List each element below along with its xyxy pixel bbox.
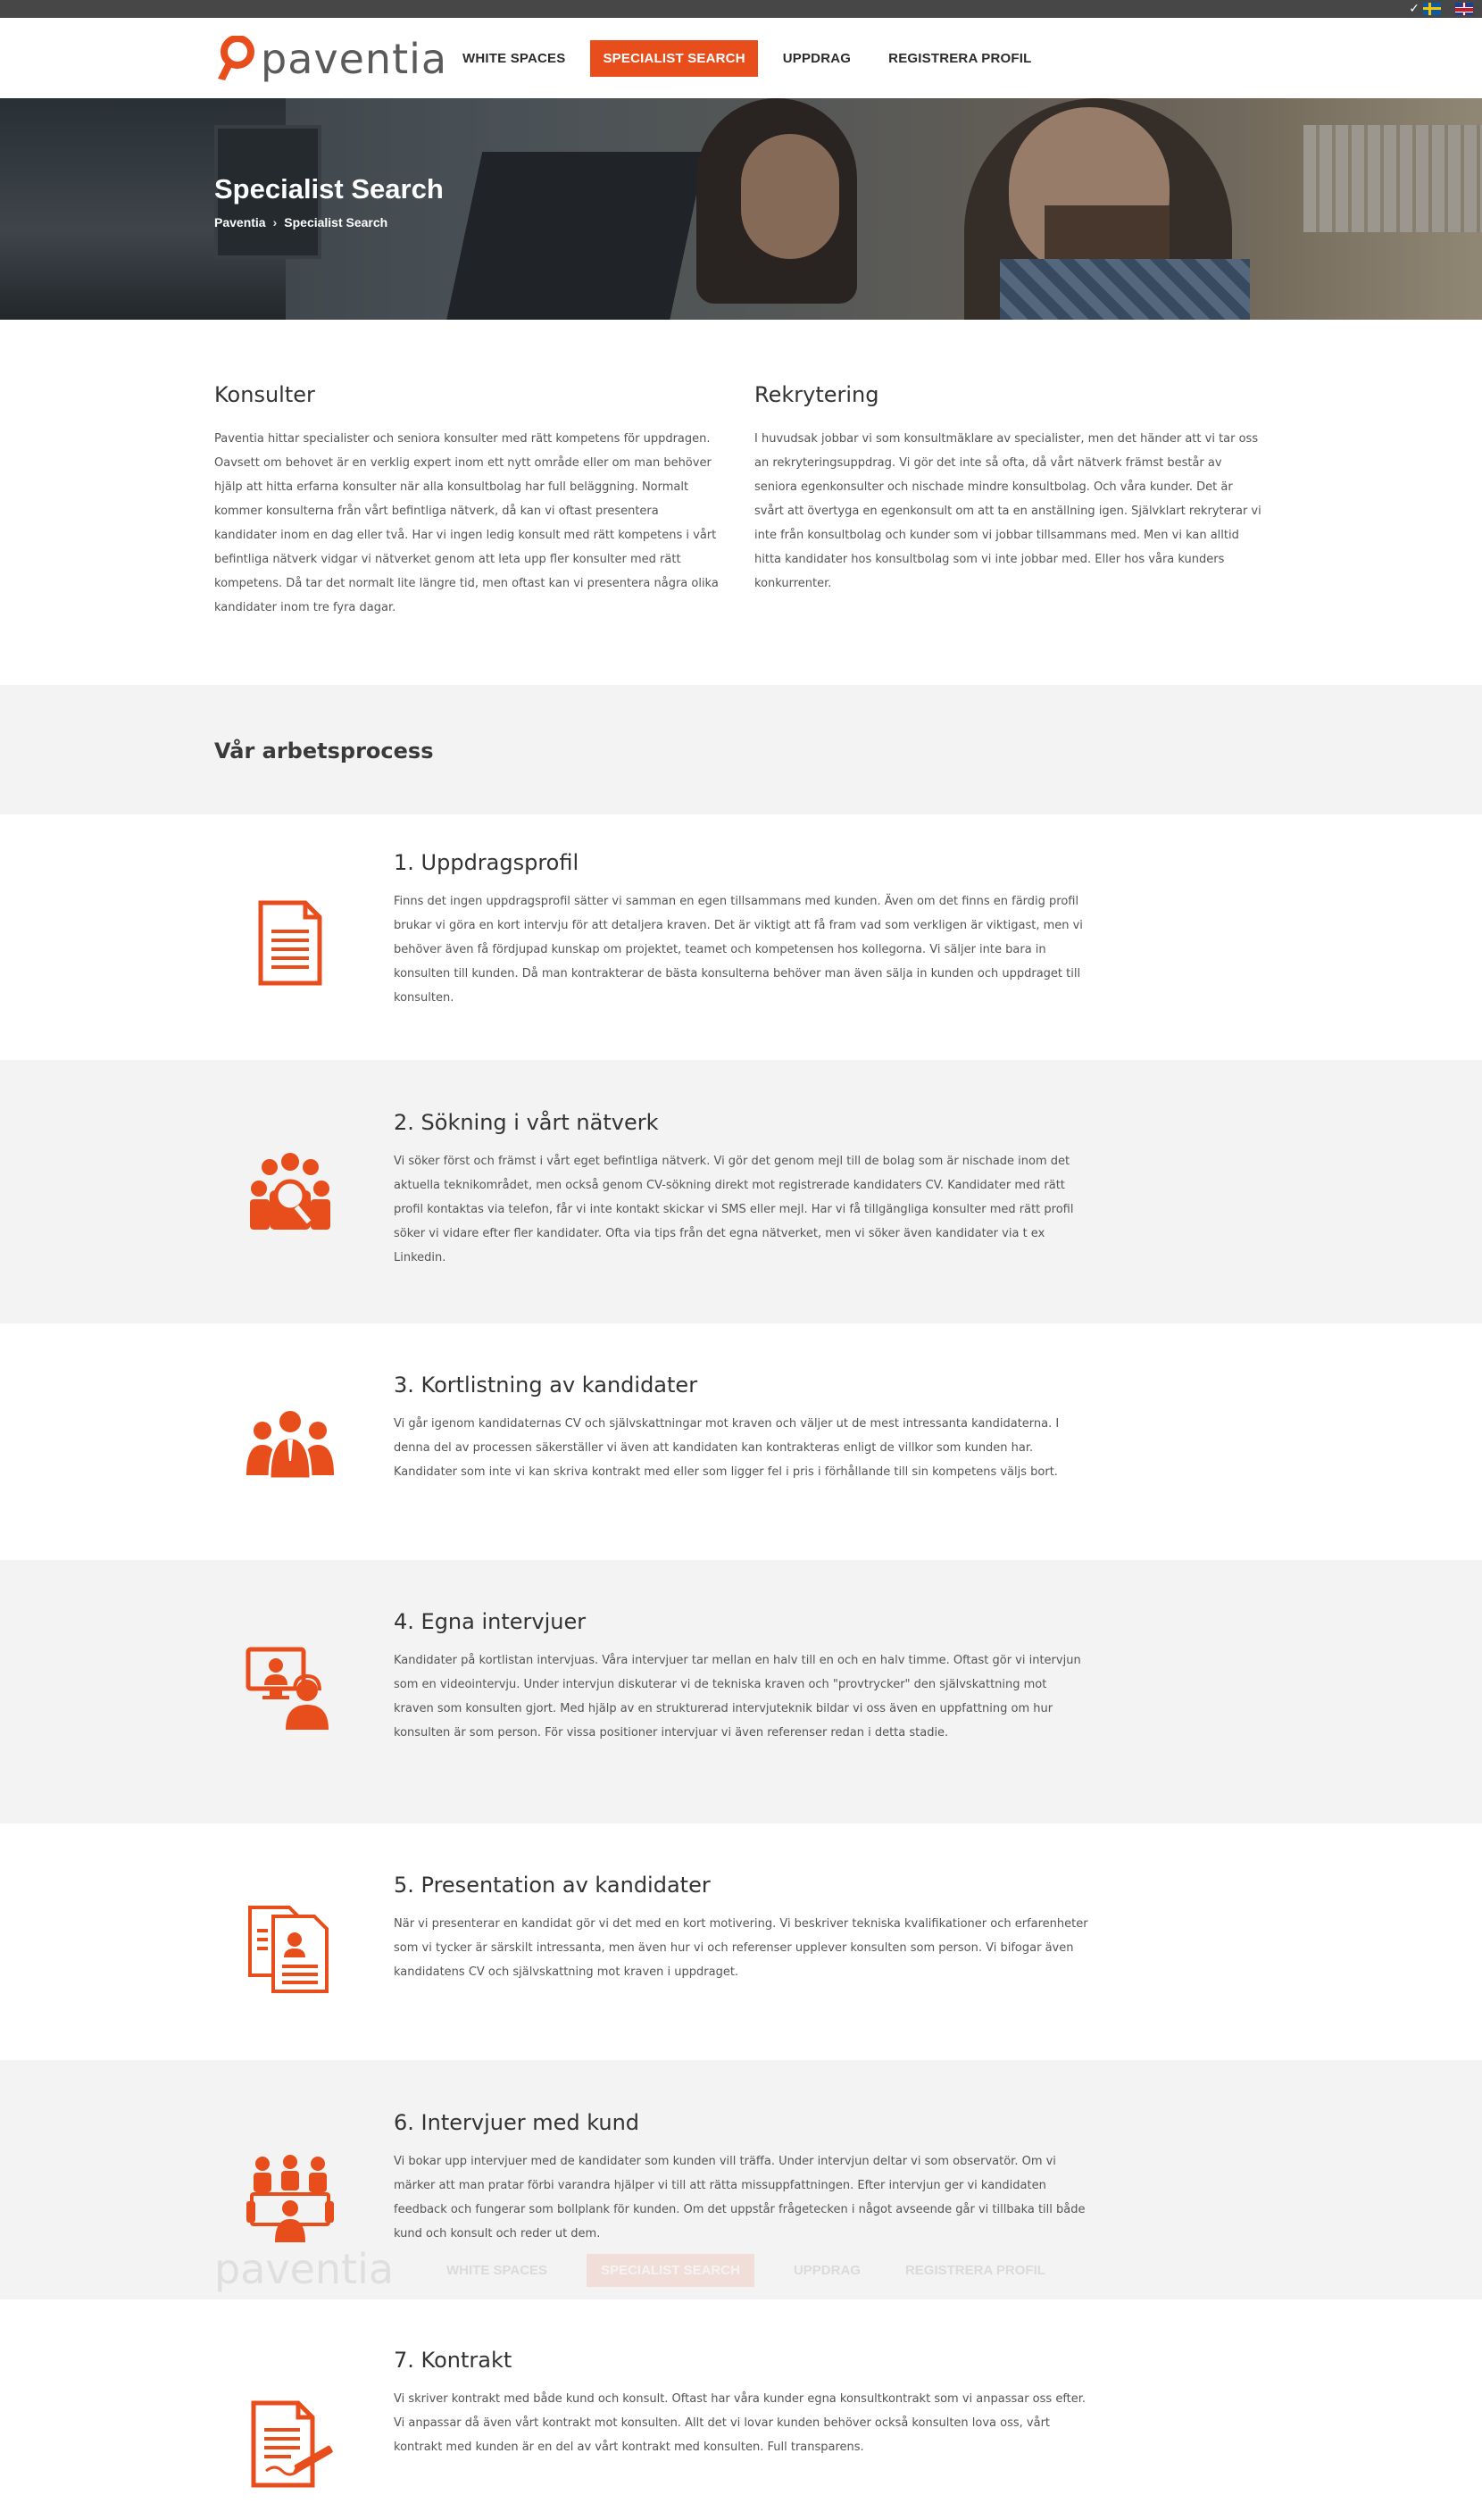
rekrytering-title: Rekrytering [754, 382, 879, 407]
rekrytering-text: I huvudsak jobbar vi som konsultmäklare av specialister, men det händer att vi tar oss an rekryteringsuppdrag. Vi gör det inte så ofta, då vårt nätverk främst består av seniora egenkonsulter och nischade mindre konsultbolag. Och våra kunder. Det är svårt att övertyga en egenkonsult om att ta en anställning igen. Självklart rekryterar vi inte från konsultbolag och kunder som vi jobbar tillsammans med. Men vi kan alltid hitta kandidater hos konsultbolag som vi inte jobbar med. Eller hos våra kunders konkurrenter. [754, 432, 1261, 590]
top-bar [0, 0, 1482, 18]
step-content [394, 1609, 1090, 1745]
step-text: Vi går igenom kandidaternas CV och självskattningar mot kraven och väljer ut de mest intressanta kandidaterna. I denna del av processen säkerställer vi även att kandidaten kan kontrakteras enligt de villkor som kunden har. Kandidater som inte vi kan skriva kontrakt med eller som ligger fel i pris i förhållande till sin kompetens väljs bort. [394, 1417, 1060, 1479]
konsulter-title: Konsulter [214, 382, 315, 407]
breadcrumb-home[interactable]: Paventia [214, 215, 266, 229]
process-step [0, 1823, 1482, 2060]
step-content [394, 1373, 1090, 1484]
step-text: Kandidater på kortlistan intervjuas. Våra intervjuer tar mellan en halv till en och en halv timme. Oftast gör vi intervjun som en videointervju. Under intervjun diskuterar vi de tekniska kraven och "provtrycker" den självskattning mot kraven som konsulten gjort. Med hjälp av en strukturerad intervjuteknik bildar vi oss även en uppfattning om hur konsulten är som person. För vissa positioner intervjuar vi även referenser redan i detta stadie. [394, 1654, 1081, 1740]
step-text: Vi bokar upp intervjuer med de kandidater som kunden vill träffa. Under intervjun deltar vi som observatör. Om vi märker att man pratar förbi varandra hjälper vi till att rätta missuppfattningen. Efter intervjun ger vi kandidaten feedback och fungerar som bollplank för kunden. Om det uppstår frågetecken i något avseende går vi tillbaka till både kund och konsult och reder ut dem. [394, 2155, 1086, 2240]
meeting-icon [243, 2153, 337, 2248]
step-text: Finns det ingen uppdragsprofil sätter vi samman en egen tillsammans med kunden. Även om det finns en färdig profil brukar vi göra en kort intervju för att detaljera kraven. Det är viktigt att få fram vad som verkligen är viktigast, men vi behöver även få fördjupad kunskap om projektet, teamet och kompetensen hos kollegorna. Vi säljer inte bara in konsulten till kunden. Då man kontrakterar de bästa konsulterna behöver man även sälja in kunden och uppdraget till konsulten. [394, 895, 1083, 1005]
video-interview-icon [243, 1640, 337, 1735]
shortlist-people-icon [243, 1398, 337, 1493]
process-step [0, 2299, 1482, 2520]
hero-overlay [0, 98, 1482, 320]
process-heading: Vår arbetsprocess [214, 738, 434, 764]
step-title: 1. Uppdragsprofil [394, 850, 579, 875]
cv-documents-icon [243, 1898, 337, 1993]
logo[interactable] [214, 36, 447, 82]
english-flag-icon[interactable] [1455, 3, 1473, 15]
logo-text: paventia [261, 35, 448, 83]
step-content [394, 1110, 1090, 1270]
breadcrumb-current: Specialist Search [284, 215, 388, 229]
konsulter-text: Paventia hittar specialister och seniora konsulter med rätt kompetens för uppdragen. Oavsett om behovet är en verklig expert inom ett nytt område eller om man behöver hjälp att hitta erfarna konsulter när alla konsultbolag har full beläggning. Normalt kommer konsulterna från vårt befintliga nätverk, då kan vi oftast presentera kandidater inom en dag eller två. Har vi ingen ledig konsult med rätt kompetens i vårt befintliga nätverk vidgar vi nätverket genom att leta upp fler konsulter med rätt kompetens. Då tar det normalt lite längre tid, men oftast kan vi presentera några olika kandidater inom tre fyra dagar. [214, 432, 719, 614]
step-title: 6. Intervjuer med kund [394, 2110, 640, 2135]
nav-specialist-search[interactable]: SPECIALIST SEARCH [590, 40, 757, 77]
paventia-logo-icon [214, 36, 257, 82]
nav-white-spaces[interactable]: WHITE SPACES [462, 51, 566, 66]
swedish-flag-icon[interactable] [1423, 3, 1441, 15]
check-icon: ✓ [1409, 1, 1420, 15]
step-content [394, 850, 1090, 1010]
breadcrumb-separator: › [272, 215, 278, 229]
step-title: 5. Presentation av kandidater [394, 1873, 711, 1898]
step-title: 3. Kortlistning av kandidater [394, 1373, 698, 1398]
step-content [394, 1873, 1090, 1984]
page-title: Specialist Search [214, 173, 444, 204]
step-title: 2. Sökning i vårt nätverk [394, 1110, 659, 1135]
nav-registrera-profil[interactable]: REGISTRERA PROFIL [888, 51, 1032, 66]
hero-banner [0, 98, 1482, 320]
konsulter-column [214, 382, 723, 620]
step-content [394, 2110, 1090, 2246]
step-title: 4. Egna intervjuer [394, 1609, 587, 1634]
step-title: 7. Kontrakt [394, 2348, 512, 2373]
contract-sign-icon [243, 2396, 337, 2491]
step-text: Vi söker först och främst i vårt eget befintliga nätverk. Vi gör det genom mejl till de bolag som är nischade inom det aktuella teknikområdet, men också genom CV-sökning direkt mot registrerade kandidaters CV. Kandidater med rätt profil kontaktas via telefon, får vi inte kontakt skickar vi SMS eller mejl. Har vi få tillgängliga konsulter med rätt profil söker vi vidare efter fler kandidater. Ofta via tips från det egna nätverket, men vi söker även kandidater via t ex Linkedin. [394, 1155, 1074, 1264]
intro-section [0, 320, 1482, 685]
breadcrumb [214, 215, 387, 229]
nav-uppdrag[interactable]: UPPDRAG [782, 51, 852, 66]
main-nav [450, 40, 1057, 77]
process-heading-section [0, 685, 1482, 814]
network-search-icon [243, 1146, 337, 1240]
process-step [0, 1323, 1482, 1560]
step-content [394, 2348, 1090, 2459]
process-step [0, 1560, 1482, 1823]
process-step [0, 2060, 1482, 2299]
rekrytering-column [754, 382, 1263, 596]
step-text: När vi presenterar en kandidat gör vi det med en kort motivering. Vi beskriver tekniska kvalifikationer och erfarenheter som vi tycker är särskilt intressanta, men även hur vi och referenser upplever konsulten som person. Vi bifogar även kandidatens CV och självskattning mot kraven i uppdraget. [394, 1917, 1088, 1979]
process-step [0, 814, 1482, 1060]
step-text: Vi skriver kontrakt med både kund och konsult. Oftast har våra kunder egna konsultkontrakt som vi anpassar oss efter. Vi anpassar då även vårt kontrakt mot konsulten. Allt det vi lovar kunden behöver också konsulten lova oss, vårt kontrakt med kunden är en del av vårt kontrakt med konsulten. Full transparens. [394, 2392, 1087, 2454]
document-icon [243, 896, 337, 990]
site-header [0, 18, 1482, 98]
process-step [0, 1060, 1482, 1323]
